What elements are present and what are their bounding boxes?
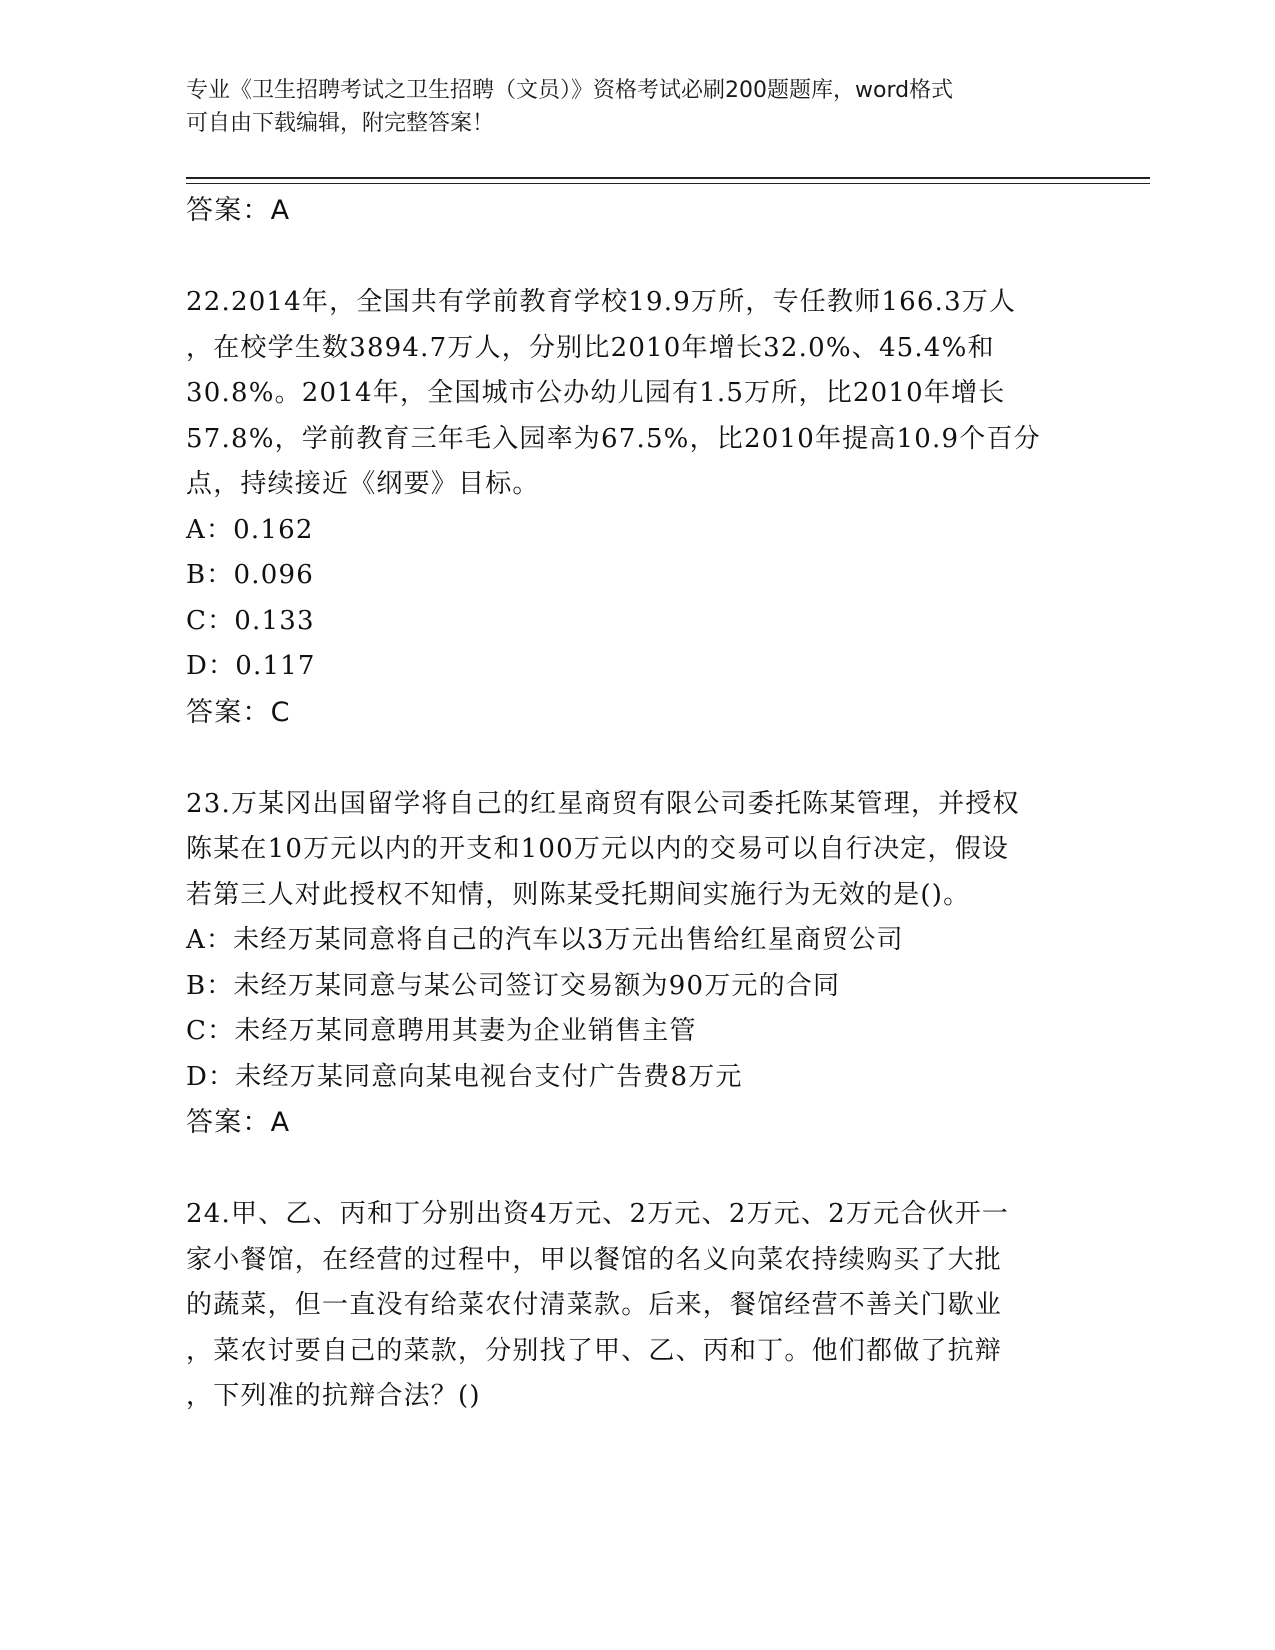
question-line: ，菜农讨要自己的菜款，分别找了甲、乙、丙和丁。他们都做了抗辩 bbox=[186, 1335, 1003, 1366]
question-text bbox=[186, 1192, 1086, 1420]
question-text bbox=[186, 782, 1086, 919]
question-line: 陈某在10万元以内的开支和100万元以内的交易可以自行决定，假设 bbox=[186, 834, 1010, 864]
option-b: B：未经万某同意与某公司签订交易额为90万元的合同 bbox=[186, 970, 841, 1001]
question-line: 家小餐馆，在经营的过程中，甲以餐馆的名义向菜农持续购买了大批 bbox=[186, 1244, 1003, 1275]
option-c: C：未经万某同意聘用其妻为企业销售主管 bbox=[186, 1016, 697, 1046]
option-d: D：0.117 bbox=[186, 651, 316, 681]
option-b: B：0.096 bbox=[186, 560, 314, 590]
header-divider-thin bbox=[186, 183, 1150, 184]
question-line: 24.甲、乙、丙和丁分别出资4万元、2万元、2万元、2万元合伙开一 bbox=[186, 1199, 1010, 1229]
question-line: 点，持续接近《纲要》目标。 bbox=[186, 469, 540, 499]
question-line: ，在校学生数3894.7万人，分别比2010年增长32.0%、45.4%和 bbox=[186, 332, 995, 363]
question-line: 23.万某冈出国留学将自己的红星商贸有限公司委托陈某管理，并授权 bbox=[186, 788, 1020, 819]
option-c: C：0.133 bbox=[186, 605, 315, 636]
header-line-2: 可自由下载编辑，附完整答案！ bbox=[186, 111, 495, 136]
document-body bbox=[186, 188, 1086, 1420]
question-text bbox=[186, 280, 1086, 508]
question-line: ，下列准的抗辩合法？() bbox=[186, 1381, 481, 1411]
document-header bbox=[186, 74, 1086, 140]
question-line: 30.8%。2014年，全国城市公办幼儿园有1.5万所，比2010年增长 bbox=[186, 378, 1006, 408]
header-line-1: 专业《卫生招聘考试之卫生招聘（文员）》资格考试必刷200题题库，word格式 bbox=[186, 78, 954, 103]
option-a: A：未经万某同意将自己的汽车以3万元出售给红星商贸公司 bbox=[186, 925, 904, 955]
header-divider bbox=[186, 177, 1150, 179]
question-line: 若第三人对此授权不知情，则陈某受托期间实施行为无效的是()。 bbox=[186, 879, 971, 910]
option-a: A：0.162 bbox=[186, 514, 314, 545]
answer-line: 答案：C bbox=[186, 696, 291, 728]
question-line: 57.8%，学前教育三年毛入园率为67.5%，比2010年提高10.9个百分 bbox=[186, 423, 1041, 454]
option-d: D：未经万某同意向某电视台支付广告费8万元 bbox=[186, 1061, 743, 1092]
answer-line: 答案：A bbox=[186, 195, 291, 226]
question-23 bbox=[186, 782, 1086, 1147]
question-24 bbox=[186, 1192, 1086, 1420]
question-line: 22.2014年，全国共有学前教育学校19.9万所，专任教师166.3万人 bbox=[186, 287, 1017, 317]
question-22 bbox=[186, 280, 1086, 736]
question-line: 的蔬菜，但一直没有给菜农付清菜款。后来，餐馆经营不善关门歇业 bbox=[186, 1290, 1003, 1320]
answer-line: 答案：A bbox=[186, 1107, 291, 1138]
